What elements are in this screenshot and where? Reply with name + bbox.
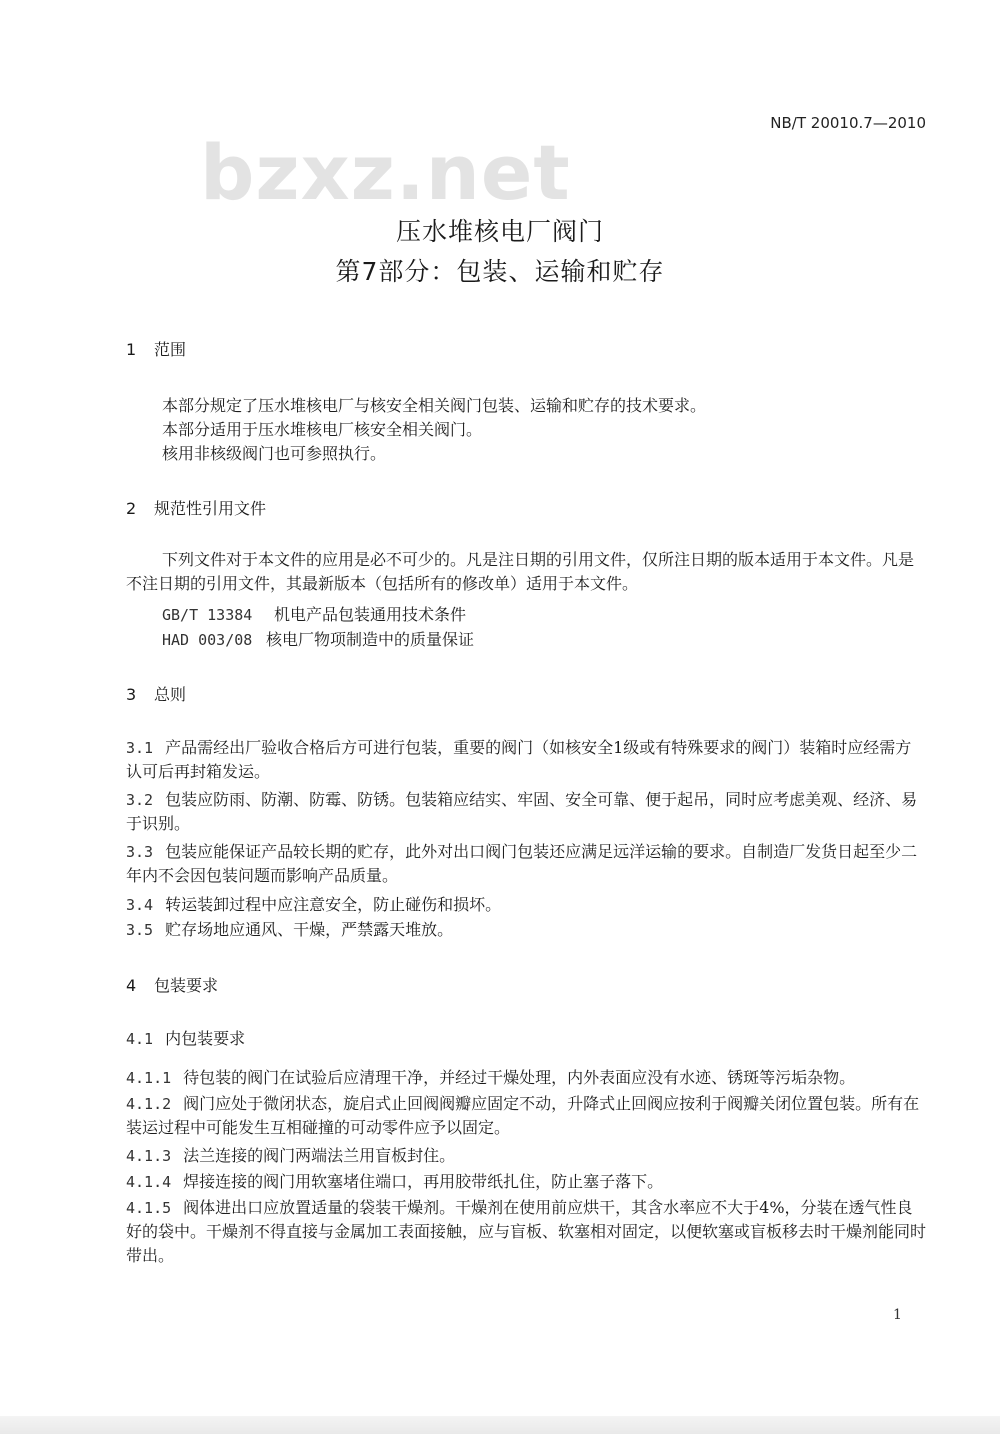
standard-code: NB/T 20010.7—2010	[770, 114, 926, 132]
section-number: 2	[126, 499, 137, 518]
subsection-heading	[126, 1026, 245, 1049]
subsection-number: 4.1	[126, 1030, 154, 1048]
paragraph: 本部分规定了压水堆核电厂与核安全相关阀门包装、运输和贮存的技术要求。	[162, 396, 707, 415]
clause-text: 转运装卸过程中应注意安全，防止碰伤和损坏。	[165, 895, 502, 914]
section-heading-1	[126, 337, 186, 360]
clause-number: 3.2	[126, 791, 154, 809]
clause-text: 阀体进出口应放置适量的袋装干燥剂。干燥剂在使用前应烘干，其含水率应不大于4%，分装在透气性良好的袋中。干燥剂不得直接与金属加工表面接触，应与盲板、软塞相对固定，以便软塞或盲板移去时干燥剂能同时带出。	[126, 1198, 927, 1265]
clause-number: 4.1.4	[126, 1173, 172, 1191]
section-title: 规范性引用文件	[154, 499, 267, 518]
paragraph: 核用非核级阀门也可参照执行。	[162, 444, 387, 463]
clause-number: 4.1.3	[126, 1147, 172, 1165]
section-number: 4	[126, 976, 137, 995]
section-title: 范围	[154, 340, 187, 359]
clause	[126, 1144, 926, 1168]
clause-text: 包装应能保证产品较长期的贮存，此外对出口阀门包装还应满足远洋运输的要求。自制造厂发货日起至少二年内不会因包装问题而影响产品质量。	[126, 842, 918, 885]
paragraph: 本部分适用于压水堆核电厂核安全相关阀门。	[162, 420, 483, 439]
reference-title: 核电厂物项制造中的质量保证	[266, 630, 475, 649]
clause	[126, 1196, 926, 1268]
clause-text: 焊接连接的阀门用软塞堵住端口，再用胶带纸扎住，防止塞子落下。	[183, 1172, 664, 1191]
reference-code: GB/T 13384	[162, 606, 253, 624]
clause	[126, 1092, 926, 1140]
clause	[126, 893, 926, 917]
document-subtitle: 第7部分：包装、运输和贮存	[335, 257, 665, 286]
reference-item	[162, 627, 474, 650]
section-title: 包装要求	[154, 976, 219, 995]
clause	[126, 788, 926, 836]
clause-number: 3.4	[126, 896, 154, 914]
clause-number: 4.1.5	[126, 1199, 172, 1217]
section-number: 1	[126, 340, 137, 359]
clause	[126, 918, 926, 942]
reference-code: HAD 003/08	[162, 631, 253, 649]
clause-number: 4.1.1	[126, 1069, 172, 1087]
page-bottom-edge	[0, 1416, 1000, 1434]
clause-text: 产品需经出厂验收合格后方可进行包装，重要的阀门（如核安全1级或有特殊要求的阀门）装箱时应经需方认可后再封箱发运。	[126, 738, 912, 781]
clause-text: 包装应防雨、防潮、防霉、防锈。包装箱应结实、牢固、安全可靠、便于起吊，同时应考虑美观、经济、易于识别。	[126, 790, 918, 833]
paragraph: 下列文件对于本文件的应用是必不可少的。凡是注日期的引用文件，仅所注日期的版本适用于本文件。凡是不注日期的引用文件，其最新版本（包括所有的修改单）适用于本文件。	[126, 550, 915, 593]
section-heading-2	[126, 496, 266, 519]
section-title: 总则	[154, 685, 187, 704]
clause-number: 4.1.2	[126, 1095, 172, 1113]
clause	[126, 1170, 926, 1194]
subsection-title: 内包装要求	[165, 1029, 246, 1048]
reference-title: 机电产品包装通用技术条件	[274, 605, 467, 624]
clause-number: 3.1	[126, 739, 154, 757]
clause	[126, 1066, 926, 1090]
watermark: bzxz.net	[200, 128, 571, 217]
reference-item	[162, 602, 466, 625]
clause-number: 3.5	[126, 921, 154, 939]
clause-text: 贮存场地应通风、干燥，严禁露天堆放。	[165, 920, 454, 939]
section-number: 3	[126, 685, 137, 704]
clause-number: 3.3	[126, 843, 154, 861]
page-number: 1	[893, 1307, 902, 1323]
clause-text: 待包装的阀门在试验后应清理干净，并经过干燥处理，内外表面应没有水迹、锈斑等污垢杂物。	[183, 1068, 856, 1087]
clause-text: 法兰连接的阀门两端法兰用盲板封住。	[183, 1146, 456, 1165]
section-heading-4	[126, 973, 218, 996]
section-heading-3	[126, 682, 186, 705]
document-title: 压水堆核电厂阀门	[395, 217, 604, 246]
clause-text: 阀门应处于微闭状态，旋启式止回阀阀瓣应固定不动，升降式止回阀应按利于阀瓣关闭位置包装。所有在装运过程中可能发生互相碰撞的可动零件应予以固定。	[126, 1094, 920, 1137]
clause	[126, 840, 926, 888]
clause	[126, 736, 926, 784]
